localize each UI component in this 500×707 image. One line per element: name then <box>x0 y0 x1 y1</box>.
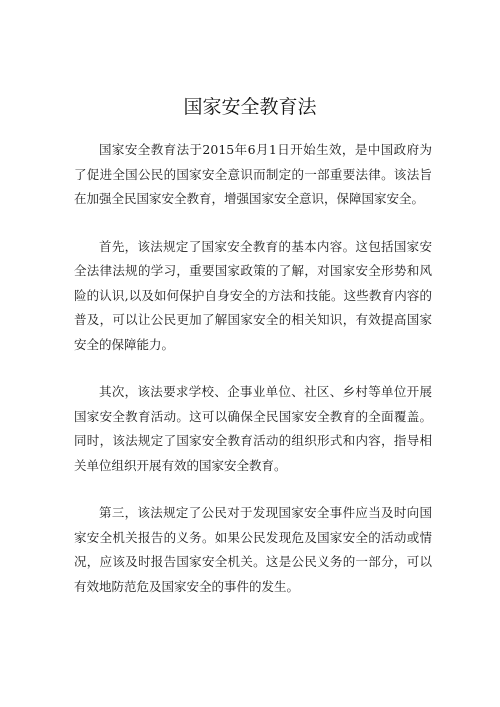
paragraph-4: 第三，该法规定了公民对于发现国家安全事件应当及时向国家安全机关报告的义务。如果公民发现危及国家安全的活动或情况，应该及时报告国家安全机关。这是公民义务的一部分，可以有效地防范危及国家安全的事件的发生。 <box>74 505 432 594</box>
paragraph-3: 其次，该法要求学校、企事业单位、社区、乡村等单位开展国家安全教育活动。这可以确保全民国家安全教育的全面覆盖。同时，该法规定了国家安全教育活动的组织形式和内容，指导相关单位组织开展有效的国家安全教育。 <box>74 384 432 473</box>
document-title: 国家安全教育法 <box>183 96 317 118</box>
paragraph-2: 首先，该法规定了国家安全教育的基本内容。这包括国家安全法律法规的学习，重要国家政策的了解，对国家安全形势和风险的认识,以及如何保护自身安全的方法和技能。这些教育内容的普及，可以让公民更加了解国家安全的相关知识，有效提高国家安全的保障能力。 <box>74 238 432 352</box>
document-body <box>74 138 432 622</box>
paragraph-1: 国家安全教育法于2015年6月1日开始生效，是中国政府为了促进全国公民的国家安全意识而制定的一部重要法律。该法旨在加强全民国家安全教育，增强国家安全意识，保障国家安全。 <box>74 142 432 206</box>
